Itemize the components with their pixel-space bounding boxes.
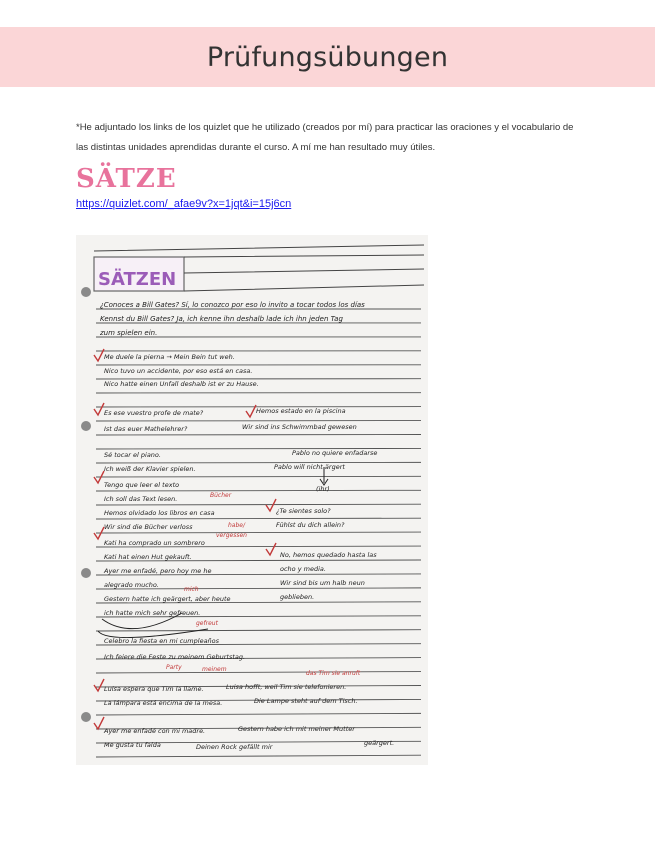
nb-line-47: Me gusta tu falda: [104, 741, 161, 749]
nb-line-5: Nico hatte einen Unfall deshalb ist er zu Hause.: [104, 380, 259, 388]
ruled-line: [96, 434, 421, 435]
nb-line-33: Gestern hatte ich geärgert, aber heute: [104, 595, 231, 603]
intro-note: [76, 118, 586, 158]
nb-line-30: mich: [184, 586, 199, 593]
nb-line-28: Ayer me enfadé, pero hoy me he: [104, 567, 212, 575]
nb-line-22: Fühlst du dich allein?: [276, 521, 345, 529]
intro-line-1: *He adjuntado los links de los quizlet que he utilizado (creados por mí) para practicar las oraciones y el vocabulario de: [76, 122, 574, 133]
title-banner: [0, 27, 655, 87]
nb-line-46: Gestern habe ich mit meiner Mutter: [238, 725, 355, 733]
nb-line-6: Es ese vuestro profe de mate?: [104, 409, 204, 417]
nb-line-37: Ich feiere die Feste zu meinem Geburtstag.: [104, 653, 246, 661]
nb-line-0: ¿Conoces a Bill Gates? Sí, lo conozco por eso lo invito a tocar todos los días: [100, 301, 365, 309]
nb-line-34: ich hatte mich sehr gefreuen.: [104, 609, 201, 617]
nb-line-13: Pablo will nicht ärgert: [274, 463, 345, 471]
ruled-line: [96, 462, 421, 463]
nb-line-45: Ayer me enfadé con mi madre.: [104, 727, 206, 735]
nb-line-24: Kati ha comprado un sombrero: [104, 539, 205, 547]
notebook-title: SÄTZEN: [98, 269, 177, 290]
nb-line-44: Die Lampe steht auf dem Tisch.: [254, 697, 358, 705]
nb-line-25: Kati hat einen Hut gekauft.: [104, 553, 192, 561]
nb-line-23: vergessen: [216, 532, 247, 539]
nb-line-36: Celebro la fiesta en mi cumpleaños: [104, 637, 220, 645]
nb-line-48: Deinen Rock gefällt mir: [196, 743, 273, 751]
nb-line-20: Wir sind die Bücher verloss: [104, 523, 193, 531]
nb-line-16: Ich soll das Text lesen.: [104, 495, 178, 503]
nb-line-4: Nico tuvo un accidente, por eso está en casa.: [104, 367, 253, 375]
nb-line-49: geärgert.: [364, 739, 395, 747]
nb-line-31: Wir sind bis um halb neun: [280, 579, 365, 587]
nb-line-10: Sé tocar el piano.: [104, 451, 161, 459]
nb-line-12: Ich weiß der Klavier spielen.: [104, 465, 196, 473]
nb-line-35: gefreut: [196, 620, 218, 627]
nb-line-8: Ist das euer Mathelehrer?: [104, 425, 188, 433]
nb-line-27: ocho y media.: [280, 565, 326, 573]
nb-line-29: alegrado mucho.: [104, 581, 159, 589]
nb-line-1: Kennst du Bill Gates? Ja, ich kenne ihn deshalb lade ich ihn jeden Tag: [100, 315, 343, 323]
nb-line-39: meinem: [202, 666, 227, 673]
nb-line-7: Hemos estado en la piscina: [256, 407, 346, 415]
nb-line-40: das Tim sie anruft: [306, 670, 361, 677]
nb-line-26: No, hemos quedado hasta las: [280, 551, 377, 559]
notebook-page-drawing: [76, 235, 428, 765]
section-heading: SÄTZE: [76, 164, 177, 194]
nb-line-14: (ihr): [316, 485, 330, 493]
nb-line-43: La lámpara está encima de la mesa.: [104, 699, 223, 707]
nb-line-32: geblieben.: [280, 593, 315, 601]
intro-line-2: las distintas unidades aprendidas durante el curso. A mí me han resultado muy útiles.: [76, 142, 436, 153]
nb-line-42: Luisa hofft, weil Tim sie telefonieren.: [226, 683, 347, 691]
nb-line-11: Pablo no quiere enfadarse: [292, 449, 378, 457]
nb-line-38: Party: [166, 664, 182, 671]
nb-line-15: Tengo que leer el texto: [104, 481, 180, 489]
nb-line-21: habe/: [228, 522, 246, 529]
nb-line-2: zum spielen ein.: [100, 329, 158, 337]
nb-line-17: Bücher: [210, 492, 232, 499]
nb-line-18: Hemos olvidado los libros en casa: [104, 509, 215, 517]
notebook-photo: [76, 235, 428, 765]
quizlet-link[interactable]: https://quizlet.com/_afae9v?x=1jqt&i=15j6cn: [76, 198, 292, 210]
nb-line-19: ¿Te sientes solo?: [276, 507, 331, 515]
nb-line-9: Wir sind ins Schwimmbad gewesen: [242, 423, 357, 431]
nb-line-3: Me duele la pierna → Mein Bein tut weh.: [104, 353, 235, 361]
page-title: Prüfungsübungen: [206, 41, 449, 73]
nb-line-41: Luisa espera que Tim la llame.: [104, 685, 204, 693]
